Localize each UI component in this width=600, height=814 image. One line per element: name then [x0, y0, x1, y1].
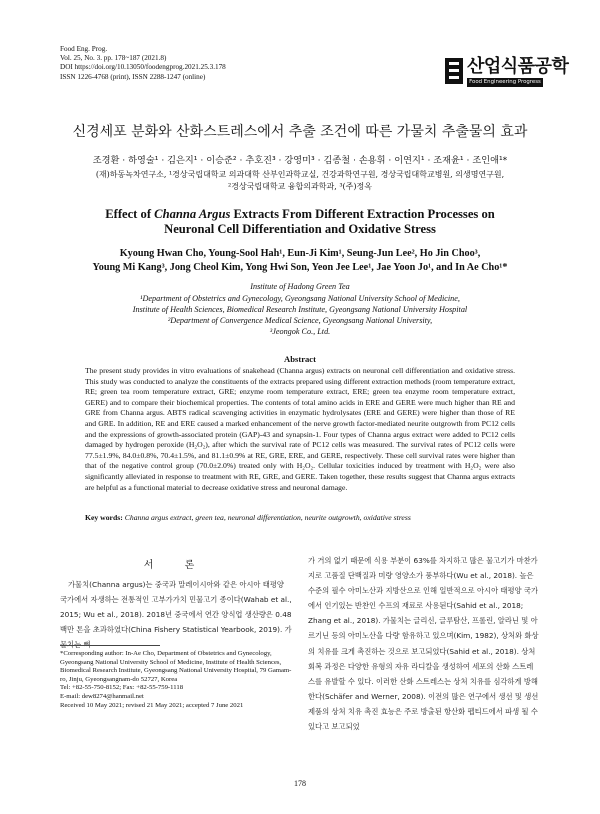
affiliation-korean-2: ²경상국립대학교 융합의과학과, ³(주)정옥	[228, 182, 372, 191]
logo-korean-text: 산업식품공학	[467, 56, 569, 77]
authors-korean: 조경환 · 하영술¹ · 김은지¹ · 이승준² · 추호진³ · 강영미³ · 김종철 · 손용휘 · 이연지¹ · 조재윤¹ · 조인애¹*	[92, 155, 508, 166]
logo-english-text: Food Engineering Progress	[469, 79, 541, 85]
body-paragraph-left: 가물치(Channa argus)는 중국과 말레이시아와 같은 아시아 태평양 국가에서 자생하는 전통적인 고부가가치 민물고기 종이다(Wahab et al., 2015; Wu et al., 2018). 2018년 중국에서 연간 양식업 생산량은 0.48 백만 톤을 초과하였다(China Fishery Statistical Yearbook, 2019). 가물치는 뼈	[60, 580, 292, 650]
title-korean: 신경세포 분화와 산화스트레스에서 추출 조건에 따른 가물치 추출물의 효과	[72, 124, 528, 140]
affiliation-english-4: ³Jeongok Co., Ltd.	[269, 327, 331, 336]
keywords-text: Channa argus extract, green tea, neuronal differentiation, neurite outgrowth, oxidative stress	[124, 513, 411, 522]
footnote-dates: Received 10 May 2021; revised 21 May 2021; accepted 7 June 2021	[60, 701, 244, 709]
affiliation-english-3: ²Department of Convergence Medical Science, Gyeongsang National University,	[167, 316, 433, 325]
journal-logo	[445, 52, 569, 92]
journal-issn: ISSN 1226-4768 (print), ISSN 2288-1247 (online)	[60, 72, 206, 81]
body-right-column	[308, 553, 540, 734]
affiliation-english-1: ¹Department of Obstetrics and Gynecology, Gyeongsang National University School of Medicine,	[140, 294, 460, 303]
journal-name: Food Eng. Prog.	[60, 45, 108, 53]
authors-english-line1: Kyoung Hwan Cho, Young-Sool Hah¹, Eun-Ji Kim¹, Seung-Jun Lee², Ho Jin Choo³,	[119, 248, 481, 259]
body-left-column	[60, 577, 292, 652]
abstract-text: The present study provides in vitro evaluations of snakehead (Channa argus) extracts on neuronal cell differentiation and oxidative stress. This study was conducted to analyze the constituents of the extracts prepared using different extraction methods (room temperature extract, RE; green tea room temperature extract, GRE; enzyme room temperature extract, ERE; green tea enzyme room temperature extract, GERE) and to compare their biochemical properties. The contents of total amino acids in ERE and GERE were much higher than RE and GRE from Channa argus. ABTS radical scavenging activities in enzymatic hydrolysates (ERE and GERE) were higher than those of RE and GRE. In addition, RE and ERE caused a marked enhancement of the nerve growth factor-mediated neurite outgrowth from PC12 cells and the expressions of growth-associated protein (GAP)-43 and synapsin-1. Four types of Channa argus extract were added to PC12 cells damaged by hydrogen peroxide (H₂O₂), after which the survival rate of PC12 cells was measured. The survival rates of PC12 cells were 77.5±1.9%, 84.0±0.8%, 70.4±1.5%, and 81.1±0.9% at RE, GRE, ERE, and GERE, respectively. These cell survival rates were higher than that of the negative control group (70.0±2.0%) treated only with H₂O₂. Cellular toxicities induced by treatment with H₂O₂ were also significantly alleviated in response to treatment with RE, GRE, and GERE. Taken together, these results suggest that Channa argus extracts are helpful as a functional material to decrease oxidative stress and neuronal damage.	[85, 366, 515, 492]
page-number: 178	[294, 779, 306, 788]
title-english-line1: Effect of Channa Argus Extracts From Different Extraction Processes on	[105, 207, 495, 221]
footnote-corresponding: *Corresponding author: In-Ae Cho, Department of Obstetrics and Gynecology, Gyeongsang National University School of Medicine, Institute of Health Sciences, Biomedical Research Institute, Gyeongsang National University Hospital, 79 Gamam-ro, Jinju, Gyeongsangnam-do 52727, Korea	[60, 650, 292, 683]
journal-doi[interactable]: DOI https://doi.org/10.13050/foodengprog.2021.25.3.178	[60, 63, 226, 72]
affiliation-english-2: Institute of Health Sciences, Biomedical Research Institute, Gyeongsang National University Hospital	[132, 305, 468, 314]
journal-volume: Vol. 25, No. 3. pp. 178~187 (2021.8)	[60, 54, 167, 63]
affiliation-english-0: Institute of Hadong Green Tea	[250, 282, 350, 291]
affiliation-korean-1: (재)하동녹차연구소, ¹경상국립대학교 의과대학 산부인과학교실, 건강과학연구원, 경상국립대학교병원, 의생명연구원,	[95, 170, 505, 179]
section-heading-intro: 서 론	[143, 560, 209, 571]
journal-info	[60, 45, 226, 82]
footnote-email[interactable]: E-mail: dew8274@hanmail.net	[60, 692, 144, 700]
title-english	[40, 207, 560, 237]
footnote-rule	[60, 645, 160, 646]
body-paragraph-right: 가 거의 없기 때문에 식용 부분이 63%를 차지하고 많은 물고기가 마찬가지로 고품질 단백질과 미량 영양소가 풍부하다(Wu et al., 2018). 높은 수준의 필수 아미노산과 지방산으로 인해 일반적으로 아시아 태평양 국가에서 인기있는 반찬인 수프의 재료로 사용된다(Sahid et al., 2018; Zhang et al., 2018). 가물치는 글리신, 글루탐산, 프롤린, 알라닌 및 아르기닌 등의 아미노산을 다량 함유하고 있으며(Kim, 1982), 상처와 화상의 치유를 크게 촉진하는 것으로 보고되었다(Sahid et al., 2018). 상처 회복 과정은 다양한 유형의 자유 라디칼을 생성하여 세포의 산화 스트레스를 유발할 수 있다. 이러한 산화 스트레스는 상처 치유를 심각하게 방해한다(Schäfer and Werner, 2008). 이전의 많은 연구에서 생선 및 생선 제품의 상처 치유 촉진 효능은 주로 방출된 항산화 펩티드에서 파생 될 수 있다고 보고되었	[308, 556, 539, 732]
footnote-phone: Tel: +82-55-750-8152; Fax: +82-55-759-1118	[60, 684, 184, 692]
keywords-label: Key words:	[85, 513, 123, 522]
logo-mark-icon	[445, 58, 463, 84]
keywords	[85, 513, 515, 522]
title-english-line2: Neuronal Cell Differentiation and Oxidative Stress	[164, 222, 436, 236]
footnote	[60, 650, 292, 710]
authors-english	[40, 247, 560, 274]
authors-english-line2: Young Mi Kang³, Jong Cheol Kim, Yong Hwi Son, Yeon Jee Lee¹, Jae Yoon Jo¹, and In Ae Cho¹*	[92, 261, 508, 273]
abstract-heading: Abstract	[284, 354, 316, 364]
